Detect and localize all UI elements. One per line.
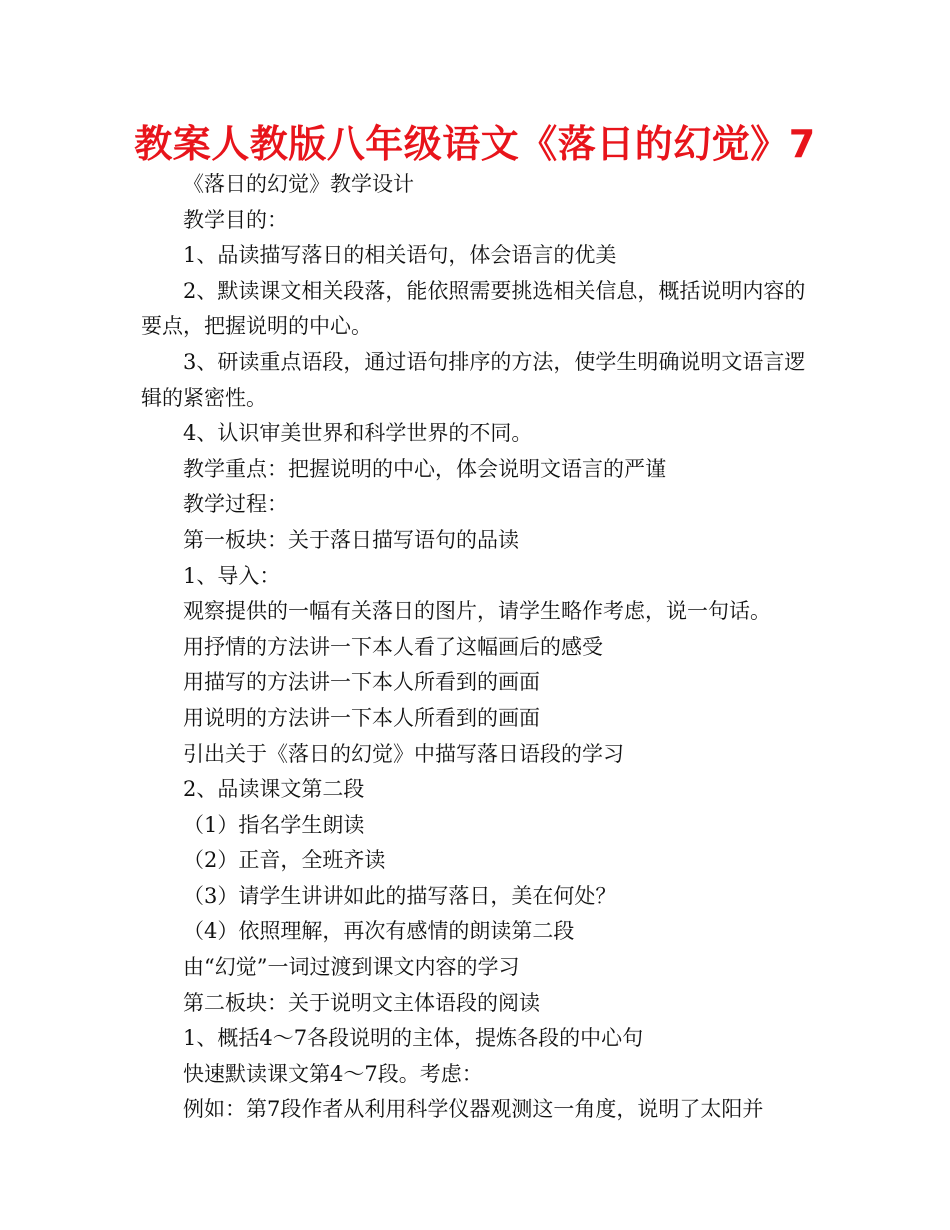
document-body: [141, 167, 815, 1128]
document-title: 教案人教版八年级语文《落日的幻觉》7: [134, 122, 816, 166]
paragraph: 用抒情的方法讲一下本人看了这幅画后的感受: [183, 634, 603, 659]
paragraph: （4）依照理解，再次有感情的朗读第二段: [183, 919, 575, 944]
paragraph: 1、品读描写落日的相关语句，体会语言的优美: [183, 243, 617, 268]
paragraph: 用描写的方法讲一下本人所看到的画面: [183, 670, 540, 695]
paragraph: 观察提供的一幅有关落日的图片，请学生略作考虑，说一句话。: [183, 599, 771, 624]
paragraph: 教学过程：: [183, 492, 288, 517]
paragraph: 例如：第7段作者从利用科学仪器观测这一角度，说明了太阳并: [183, 1097, 764, 1122]
paragraph: （1）指名学生朗读: [183, 812, 365, 837]
paragraph: 教学目的：: [183, 207, 288, 232]
paragraph: 1、导入：: [183, 563, 281, 588]
paragraph: 4、认识审美世界和科学世界的不同。: [183, 421, 533, 446]
paragraph: （3）请学生讲讲如此的描写落日，美在何处？: [183, 883, 617, 908]
paragraph: 由“幻觉”一词过渡到课文内容的学习: [183, 955, 520, 980]
paragraph: 2、品读课文第二段: [183, 777, 365, 802]
paragraph: 第二板块：关于说明文主体语段的阅读: [183, 990, 540, 1015]
paragraph: 教学重点：把握说明的中心，体会说明文语言的严谨: [183, 456, 666, 481]
paragraph: 快速默读课文第4～7段。考虑：: [183, 1061, 483, 1086]
paragraph: 2、默读课文相关段落，能依照需要挑选相关信息，概括说明内容的要点，把握说明的中心。: [141, 278, 806, 339]
paragraph: 用说明的方法讲一下本人所看到的画面: [183, 705, 540, 730]
paragraph: 3、研读重点语段，通过语句排序的方法，使学生明确说明文语言逻辑的紧密性。: [141, 349, 806, 410]
paragraph: （2）正音，全班齐读: [183, 848, 386, 873]
paragraph: 1、概括4～7各段说明的主体，提炼各段的中心句: [183, 1026, 644, 1051]
paragraph: 第一板块：关于落日描写语句的品读: [183, 527, 519, 552]
paragraph: 引出关于《落日的幻觉》中描写落日语段的学习: [183, 741, 624, 766]
paragraph: 《落日的幻觉》教学设计: [183, 172, 414, 196]
